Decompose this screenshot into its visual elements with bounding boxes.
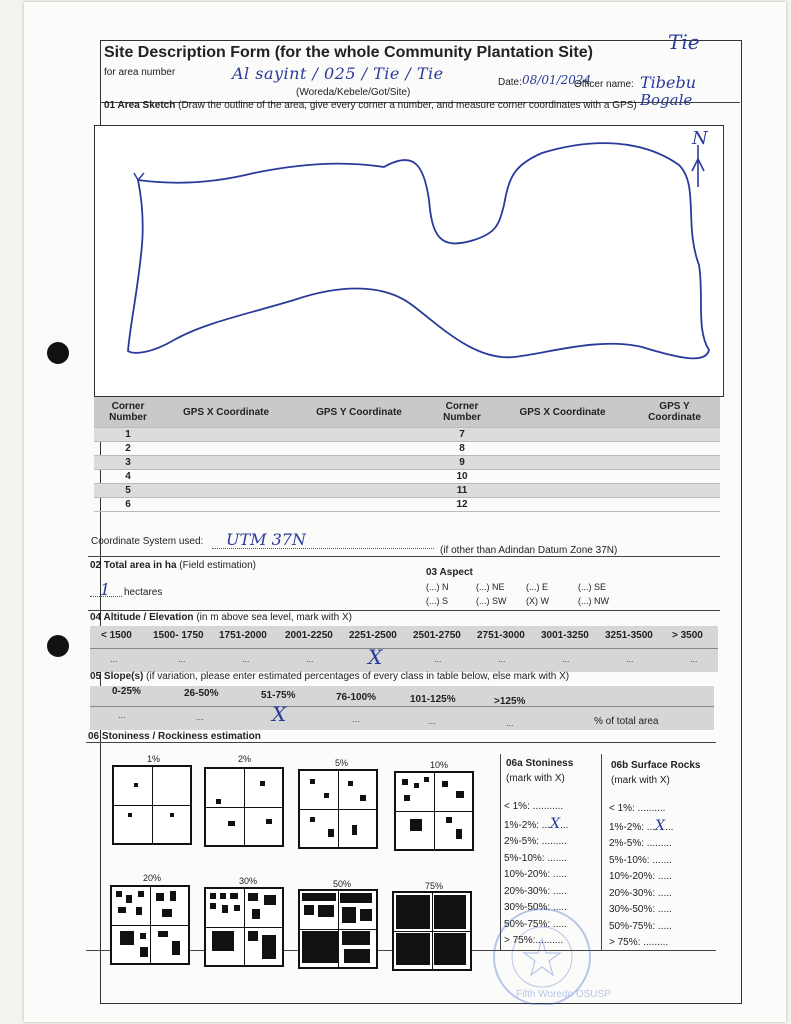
- slope-blank[interactable]: ...: [352, 714, 360, 724]
- stoniness-panel-2pct: [204, 767, 284, 847]
- slope-mark-x[interactable]: X: [272, 702, 287, 726]
- corner-number: 3: [94, 456, 162, 470]
- area-outline-drawing: [94, 125, 722, 395]
- altitude-blank[interactable]: ...: [498, 654, 506, 664]
- altitude-class: 2501-2750: [413, 630, 461, 641]
- stoniness-a-title: 06a Stoniness: [506, 758, 574, 769]
- slope-class-selected: 51-75%: [261, 690, 296, 701]
- col-header-gps-x-left: GPS X Coordinate: [162, 397, 290, 428]
- table-row: [94, 498, 720, 512]
- aspect-n[interactable]: (...) N: [426, 582, 449, 592]
- gps-y-cell[interactable]: [290, 498, 428, 512]
- corner-number: 9: [428, 456, 496, 470]
- corner-number: 10: [428, 470, 496, 484]
- altitude-blank[interactable]: ...: [242, 654, 250, 664]
- slope-footer: % of total area: [594, 716, 659, 727]
- panel-label: 10%: [430, 760, 449, 770]
- officer-label: Officer name:: [574, 79, 634, 90]
- stoniness-a-option: 2%-5%: .........: [504, 836, 567, 847]
- stoniness-a-option: < 1%: ...........: [504, 801, 564, 812]
- aspect-sw[interactable]: (...) SW: [476, 596, 507, 606]
- altitude-class: 3251-3500: [605, 630, 653, 641]
- coord-system-label: Coordinate System used:: [91, 536, 204, 547]
- stoniness-panel-20pct: [110, 885, 190, 965]
- altitude-hint: (in m above sea level, mark with X): [196, 612, 352, 623]
- altitude-class-selected: 2251-2500: [349, 630, 397, 641]
- panel-label: 50%: [333, 879, 352, 889]
- stoniness-a-option: 5%-10%: .......: [504, 852, 567, 864]
- official-stamp: [470, 895, 620, 1005]
- area-sketch-instruction: (Draw the outline of the area, give every corner a number, and measure corner coordinates with a GPS): [178, 100, 637, 111]
- slope-blank[interactable]: ...: [118, 710, 126, 720]
- surface-rocks-option: 5%-10%: .......: [609, 854, 672, 866]
- officer-name-value-2: Bogale: [640, 91, 693, 109]
- gps-x-cell[interactable]: [162, 498, 290, 512]
- stoniness-a-option: 20%-30%: .....: [504, 885, 567, 897]
- panel-label: 75%: [425, 881, 444, 891]
- surface-rocks-option: 10%-20%: .....: [609, 871, 672, 882]
- col-header-corner-left: Corner Number: [94, 397, 162, 428]
- slope-title: 05 Slope(s): [90, 671, 144, 682]
- punch-hole: [47, 635, 69, 657]
- panel-label: 2%: [238, 754, 252, 764]
- area-sketch-title: 01 Area Sketch: [104, 100, 176, 111]
- gps-x-cell[interactable]: [496, 456, 629, 470]
- table-row: [94, 484, 720, 498]
- corner-number: 8: [428, 442, 496, 456]
- panel-label: 5%: [335, 758, 349, 768]
- punch-hole: [47, 342, 69, 364]
- surface-rocks-option: < 1%: ..........: [609, 803, 666, 814]
- altitude-blank[interactable]: ...: [306, 654, 314, 664]
- stoniness-a-option: > 75%:..........: [504, 935, 564, 946]
- date-value[interactable]: 08/01/2024: [522, 73, 592, 87]
- total-area-title: 02 Total area in ha: [90, 560, 177, 571]
- total-area-value[interactable]: 1: [100, 580, 111, 599]
- surface-rocks-sub: (mark with X): [611, 775, 670, 786]
- altitude-class: 2751-3000: [477, 630, 525, 641]
- corner-number: 7: [428, 428, 496, 442]
- gps-x-cell[interactable]: [162, 470, 290, 484]
- altitude-mark-x[interactable]: X: [368, 645, 383, 669]
- altitude-class: 2001-2250: [285, 630, 333, 641]
- gps-x-cell[interactable]: [496, 498, 629, 512]
- gps-y-cell[interactable]: [629, 498, 720, 512]
- aspect-title: 03 Aspect: [426, 567, 473, 578]
- gps-x-cell[interactable]: [496, 484, 629, 498]
- gps-y-cell[interactable]: [629, 484, 720, 498]
- altitude-class: > 3500: [672, 630, 703, 641]
- table-row: [94, 470, 720, 484]
- area-number-label: for area number: [104, 67, 176, 78]
- gps-y-cell[interactable]: [290, 470, 428, 484]
- panel-label: 30%: [239, 876, 258, 886]
- table-row: [94, 428, 720, 442]
- stoniness-panel-1pct: [112, 765, 192, 845]
- gps-x-cell[interactable]: [496, 428, 629, 442]
- slope-class: 26-50%: [184, 688, 219, 699]
- gps-y-cell[interactable]: [290, 484, 428, 498]
- corner-number: 1: [94, 428, 162, 442]
- slope-blank[interactable]: ...: [506, 718, 514, 728]
- gps-y-cell[interactable]: [629, 470, 720, 484]
- form-title: Site Description Form (for the whole Community Plantation Site): [104, 44, 593, 61]
- gps-y-cell[interactable]: [629, 428, 720, 442]
- officer-name-value[interactable]: Tibebu: [640, 73, 697, 92]
- stoniness-panel-30pct: [204, 887, 284, 967]
- stoniness-panel-5pct: [298, 769, 378, 849]
- aspect-w-selected[interactable]: (X) W: [526, 596, 549, 606]
- area-number-value[interactable]: Al sayint / 025 / Tie / Tie: [232, 64, 444, 83]
- slope-class: 0-25%: [112, 686, 141, 697]
- aspect-s[interactable]: (...) S: [426, 596, 448, 606]
- surface-rocks-title: 06b Surface Rocks: [611, 760, 701, 771]
- gps-x-cell[interactable]: [496, 470, 629, 484]
- altitude-blank[interactable]: ...: [110, 654, 118, 664]
- panel-label: 20%: [143, 873, 162, 883]
- slope-blank[interactable]: ...: [428, 716, 436, 726]
- coord-system-value[interactable]: UTM 37N: [226, 530, 306, 549]
- stoniness-a-option: 30%-50%: .....: [504, 902, 567, 913]
- altitude-blank[interactable]: ...: [562, 654, 570, 664]
- aspect-ne[interactable]: (...) NE: [476, 582, 505, 592]
- corner-number: 6: [94, 498, 162, 512]
- gps-y-cell[interactable]: [290, 428, 428, 442]
- altitude-blank[interactable]: ...: [178, 654, 186, 664]
- altitude-class: < 1500: [101, 630, 132, 641]
- altitude-blank[interactable]: ...: [626, 654, 634, 664]
- col-header-gps-y-right: GPS Y Coordinate: [629, 397, 720, 428]
- total-area-hint: (Field estimation): [179, 560, 256, 571]
- corner-handwritten-mark: Tie: [668, 30, 700, 54]
- col-header-gps-x-right: GPS X Coordinate: [496, 397, 629, 428]
- col-header-corner-right: Corner Number: [428, 397, 496, 428]
- altitude-class: 3001-3250: [541, 630, 589, 641]
- stoniness-a-option: 10%-20%: .....: [504, 869, 567, 880]
- gps-x-cell[interactable]: [162, 442, 290, 456]
- surface-rocks-option: 50%-75%: .....: [609, 920, 672, 932]
- slope-blank[interactable]: ...: [196, 712, 204, 722]
- stoniness-panel-10pct: [394, 771, 474, 851]
- panel-label: 1%: [147, 754, 161, 764]
- gps-y-cell[interactable]: [290, 442, 428, 456]
- stoniness-panel-50pct: [298, 889, 378, 969]
- slope-class: 101-125%: [410, 694, 456, 705]
- gps-y-cell[interactable]: [290, 456, 428, 470]
- gps-x-cell[interactable]: [162, 456, 290, 470]
- total-area-unit: hectares: [124, 587, 163, 598]
- aspect-nw[interactable]: (...) NW: [578, 596, 609, 606]
- stoniness-a-option: 50%-75%: .....: [504, 918, 567, 930]
- corner-number: 11: [428, 484, 496, 498]
- stoniness-title: 06 Stoniness / Rockiness estimation: [88, 731, 261, 742]
- stoniness-panel-75pct: [392, 891, 472, 971]
- table-row: [94, 456, 720, 470]
- stoniness-a-option-selected: 1%-2%: ...X...: [504, 815, 569, 832]
- col-header-gps-y-left: GPS Y Coordinate: [290, 397, 428, 428]
- corner-number: 2: [94, 442, 162, 456]
- surface-rocks-option: 2%-5%: .........: [609, 838, 672, 849]
- corner-number: 4: [94, 470, 162, 484]
- surface-rocks-option-selected: 1%-2%: ...X...: [609, 817, 674, 834]
- table-row: [94, 442, 720, 456]
- surface-rocks-option: > 75%: .........: [609, 937, 669, 948]
- corner-number: 5: [94, 484, 162, 498]
- stamp-text: Fifth Woredo OSUSP: [516, 989, 611, 1000]
- altitude-blank[interactable]: ...: [690, 654, 698, 664]
- altitude-class: 1751-2000: [219, 630, 267, 641]
- gps-coordinate-table: [94, 397, 720, 512]
- north-arrow-label: N: [692, 128, 708, 149]
- surface-rocks-option: 30%-50%: .....: [609, 904, 672, 915]
- altitude-title: 04 Altitude / Elevation: [90, 612, 194, 623]
- gps-y-cell[interactable]: [629, 456, 720, 470]
- slope-class: >125%: [494, 696, 526, 707]
- stoniness-a-sub: (mark with X): [506, 773, 565, 784]
- date-label: Date:: [498, 77, 522, 88]
- aspect-se[interactable]: (...) SE: [578, 582, 607, 592]
- slope-hint: (if variation, please enter estimated percentages of every class in table below, else mark with X): [146, 671, 570, 682]
- gps-x-cell[interactable]: [162, 484, 290, 498]
- area-sketch-section: [104, 100, 637, 111]
- gps-x-cell[interactable]: [162, 428, 290, 442]
- altitude-class: 1500- 1750: [153, 630, 204, 641]
- surface-rocks-option: 20%-30%: .....: [609, 887, 672, 899]
- coord-system-note: (if other than Adindan Datum Zone 37N): [440, 545, 618, 556]
- gps-y-cell[interactable]: [629, 442, 720, 456]
- corner-number: 12: [428, 498, 496, 512]
- aspect-e[interactable]: (...) E: [526, 582, 548, 592]
- altitude-blank[interactable]: ...: [434, 654, 442, 664]
- slope-class: 76-100%: [336, 692, 377, 703]
- area-number-hint: (Woreda/Kebele/Got/Site): [296, 87, 411, 98]
- gps-x-cell[interactable]: [496, 442, 629, 456]
